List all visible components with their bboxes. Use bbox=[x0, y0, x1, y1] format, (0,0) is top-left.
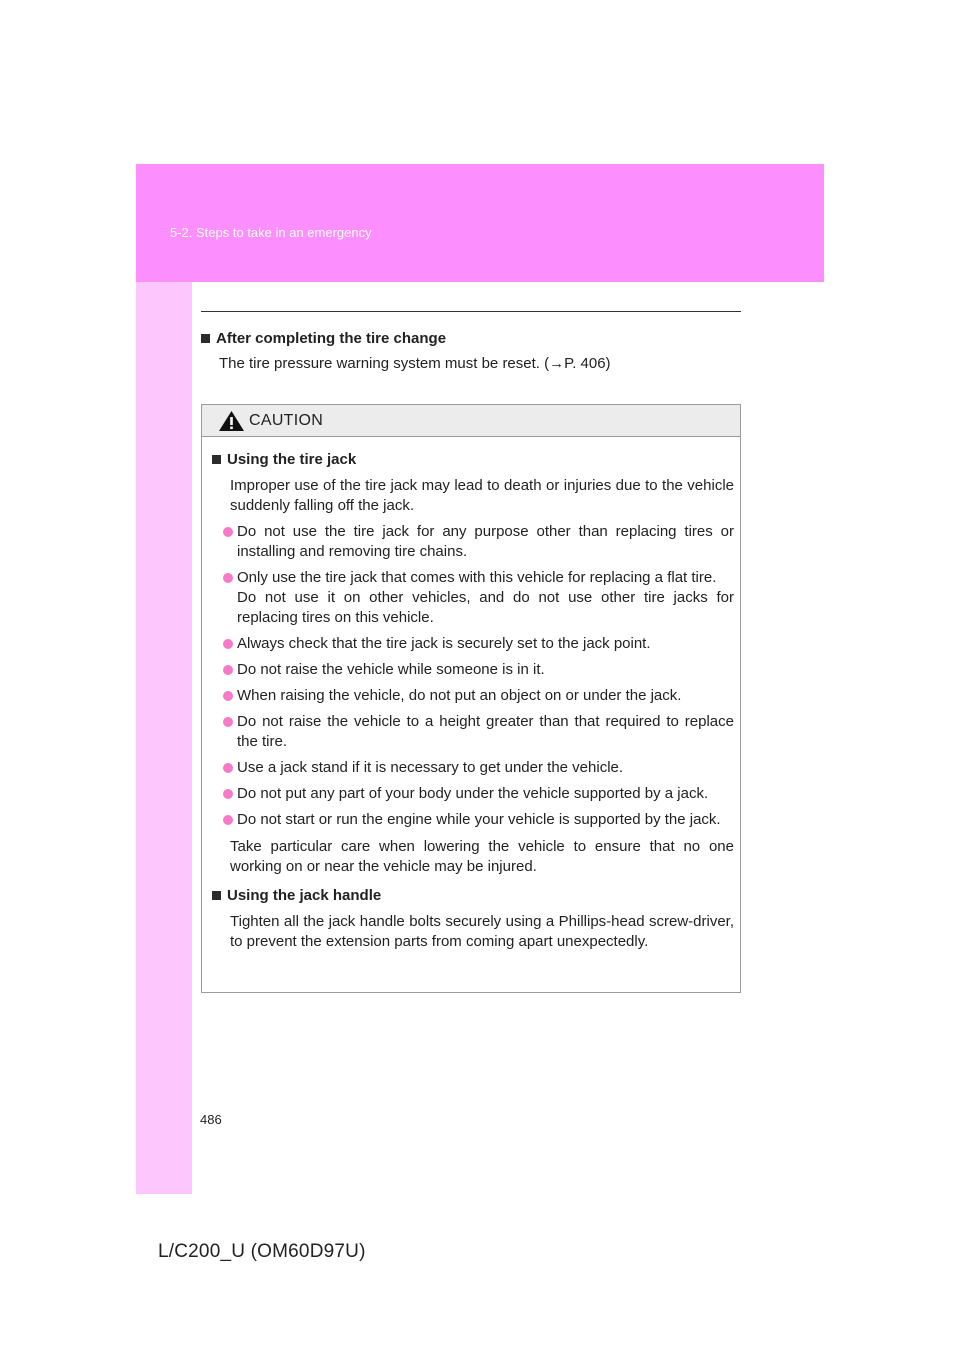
warning-triangle-icon bbox=[218, 410, 245, 432]
list-item: Do not raise the vehicle while someone is in it. bbox=[223, 660, 734, 680]
caution-heading-tire-jack: Using the tire jack bbox=[212, 451, 734, 469]
list-item: Use a jack stand if it is necessary to get under the vehicle. bbox=[223, 758, 734, 778]
bullet-dot-icon bbox=[223, 815, 233, 825]
caution-paragraph: Improper use of the tire jack may lead to death or injuries due to the vehicle suddenly falling off the jack. bbox=[230, 477, 734, 514]
page-number: 486 bbox=[200, 1112, 222, 1127]
list-item: Do not use the tire jack for any purpose other than replacing tires or installing and removing tire chains. bbox=[223, 522, 734, 562]
section-title: 5-2. Steps to take in an emergency bbox=[170, 225, 372, 240]
list-item: Always check that the tire jack is securely set to the jack point. bbox=[223, 634, 734, 654]
caution-paragraph: Tighten all the jack handle bolts securely using a Phillips-head screw-driver, to prevent the extension parts from coming apart unexpectedly. bbox=[230, 913, 734, 950]
bullet-dot-icon bbox=[223, 573, 233, 583]
bullet-dot-icon bbox=[223, 639, 233, 649]
list-item: Only use the tire jack that comes with this vehicle for replacing a flat tire. Do not use it on other vehicles, and do not use other tire jacks for replacing tires on this vehicle. bbox=[223, 568, 734, 628]
bullet-dot-icon bbox=[223, 527, 233, 537]
caution-box bbox=[201, 404, 741, 993]
list-item: Do not raise the vehicle to a height greater than that required to replace the tire. bbox=[223, 712, 734, 752]
divider bbox=[201, 311, 741, 312]
square-bullet-icon bbox=[201, 334, 210, 343]
main-content bbox=[201, 330, 741, 374]
caution-paragraph: Take particular care when lowering the vehicle to ensure that no one working on or near the vehicle may be injured. bbox=[230, 838, 734, 875]
bullet-dot-icon bbox=[223, 789, 233, 799]
list-item: Do not put any part of your body under the vehicle supported by a jack. bbox=[223, 784, 734, 804]
bullet-dot-icon bbox=[223, 763, 233, 773]
square-bullet-icon bbox=[212, 455, 221, 464]
footer-code: L/C200_U (OM60D97U) bbox=[158, 1241, 366, 1262]
list-item: Do not start or run the engine while your vehicle is supported by the jack. bbox=[223, 810, 734, 830]
bullet-dot-icon bbox=[223, 665, 233, 675]
main-paragraph: The tire pressure warning system must be reset. (→P. 406) bbox=[219, 355, 611, 372]
main-heading: After completing the tire change bbox=[201, 330, 741, 348]
bullet-dot-icon bbox=[223, 717, 233, 727]
caution-heading-jack-handle: Using the jack handle bbox=[212, 887, 734, 905]
bullet-dot-icon bbox=[223, 691, 233, 701]
caution-header bbox=[202, 405, 740, 437]
header-band bbox=[136, 164, 824, 282]
square-bullet-icon bbox=[212, 891, 221, 900]
list-item: When raising the vehicle, do not put an object on or under the jack. bbox=[223, 686, 734, 706]
side-tab-band bbox=[136, 164, 192, 1194]
caution-title: CAUTION bbox=[249, 411, 324, 429]
caution-body bbox=[202, 437, 740, 952]
